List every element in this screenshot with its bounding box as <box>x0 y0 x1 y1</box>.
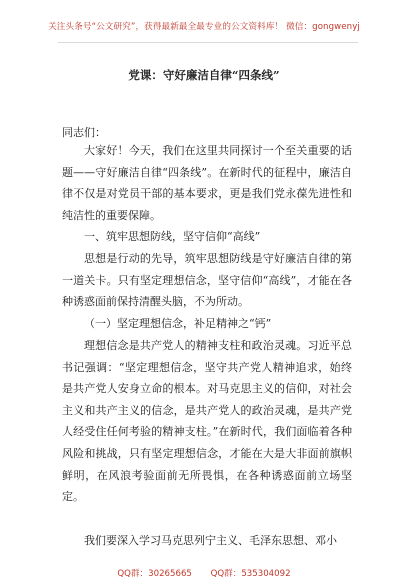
subsection-heading-1: （一）坚定理想信念，补足精神之“钙” <box>84 317 272 330</box>
paragraph-continued: 我们要深入学习马克思列宁主义、毛泽东思想、邓小 <box>84 534 337 547</box>
footer-contact <box>0 567 408 579</box>
paragraph-subsection-1: 理想信念是共产党人的精神支柱和政治灵魂。习近平总书记强调：“坚定理想信念，坚守共产党人精神追求，始终是共产党人安身立命的根本。对马克思主义的信仰，对社会主义和共产主义的信念，是共产党人的政治灵魂，是共产党人经受住任何考验的精神支柱。”在新时代，我们面临着各种风险和挑战，只有坚定理想信念，才能在大是大非面前旗帜鲜明，在风浪考验面前无所畏惧，在各种诱惑面前立场坚定。 <box>62 339 352 504</box>
paragraph-section-1: 思想是行动的先导，筑牢思想防线是守好廉洁自律的第一道关卡。只有坚定理想信念，坚守信仰“高线”，才能在各种诱惑面前保持清醒头脑，不为所动。 <box>62 252 352 309</box>
document-title: 党课：守好廉洁自律“四条线” <box>128 68 280 82</box>
section-heading-1: 一、筑牢思想防线，坚守信仰“高线” <box>84 230 261 243</box>
header-note: 关注头条号“公文研究”，获得最新最全最专业的公文资料库！ 微信：gongwenyj <box>48 22 360 32</box>
footer-qq-group-2: QQ群：535304092 <box>210 569 291 579</box>
header-divider <box>58 42 358 43</box>
salutation: 同志们： <box>62 126 106 139</box>
paragraph-intro: 大家好！今天，我们在这里共同探讨一个至关重要的话题——守好廉洁自律“四条线”。在新时代的征程中，廉洁自律不仅是对党员干部的基本要求，更是我们党永葆先进性和纯洁性的重要保障。 <box>62 144 352 222</box>
footer-qq-group-1: QQ群：30265665 <box>117 569 192 579</box>
